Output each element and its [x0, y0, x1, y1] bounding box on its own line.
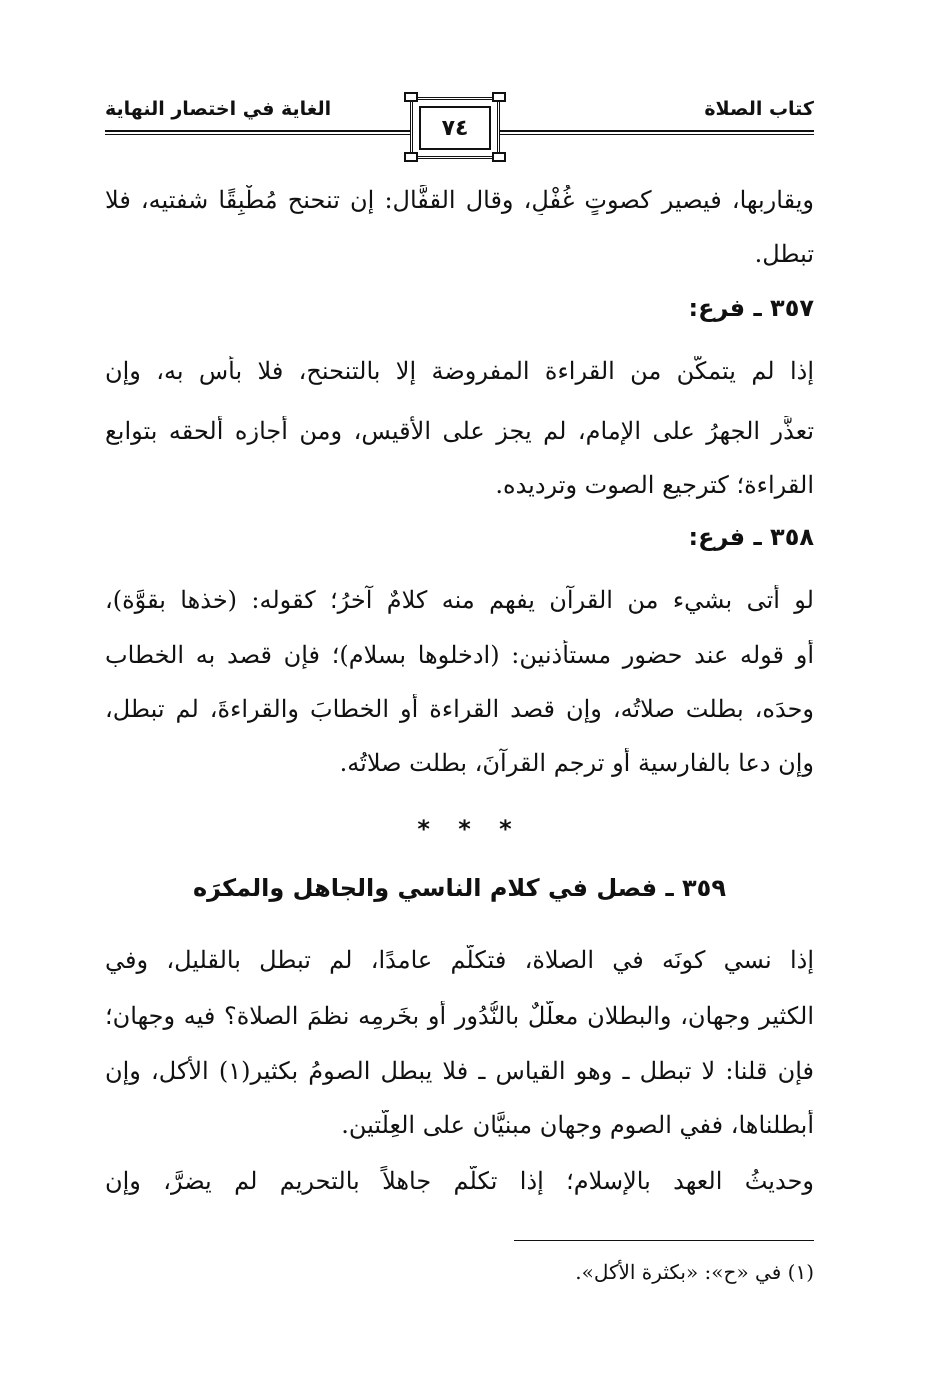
page-number-frame [410, 97, 500, 159]
text-line: أو قوله عند حضور مستأذنين: (ادخلوها بسلام)؛ فإن قصد به الخطاب [105, 641, 814, 669]
branch-heading: ٣٥٧ ـ فرع: [688, 294, 814, 322]
frame-corner-ornament [492, 152, 506, 162]
frame-corner-ornament [404, 152, 418, 162]
text-line: الكثير وجهان، والبطلان معلَّلٌ بالنُّدُور أو بخَرمِه نظمَ الصلاة؟ فيه وجهان؛ [105, 1002, 814, 1030]
section-separator: * * * [417, 815, 522, 843]
text-line: إذا لم يتمكَّن من القراءة المفروضة إلا بالتنحنح، فلا بأس به، وإن [105, 357, 814, 385]
footnote-rule [514, 1240, 814, 1241]
book-title: الغاية في اختصار النهاية [105, 98, 332, 120]
footnote: (١) في «ح»: «بكثرة الأكل». [575, 1260, 814, 1284]
text-line: وحدَه، بطلت صلاتُه، وإن قصد القراءة أو الخطابَ والقراءةَ، لم تبطل، [105, 695, 814, 723]
frame-corner-ornament [492, 92, 506, 102]
text-line: فإن قلنا: لا تبطل ـ وهو القياس ـ فلا يبطل الصومُ بكثير(١) الأكل، وإن [105, 1057, 814, 1085]
text-line: القراءة؛ كترجيع الصوت وترديده. [495, 471, 814, 499]
text-line: تبطل. [754, 240, 814, 268]
text-line: وإن دعا بالفارسية أو ترجم القرآنَ، بطلت صلاتُه. [339, 749, 814, 777]
page-number: ٧٤ [419, 106, 491, 150]
branch-heading: ٣٥٨ ـ فرع: [688, 523, 814, 551]
chapter-title: كتاب الصلاة [704, 98, 814, 120]
text-line: أبطلناها، ففي الصوم وجهان مبنيَّان على العِلَّتين. [341, 1111, 814, 1139]
text-line: لو أتى بشيء من القرآن يفهم منه كلامٌ آخرُ؛ كقوله: (خذها بقوَّة)، [105, 586, 814, 614]
frame-corner-ornament [404, 92, 418, 102]
text-line: وحديثُ العهد بالإسلام؛ إذا تكلَّم جاهلاً بالتحريم لم يضرَّ، وإن [105, 1167, 814, 1195]
text-line: ويقاربها، فيصير كصوتٍ غُفْلٍ، وقال القفَّال: إن تنحنح مُطْبِقًا شفتيه، فلا [105, 186, 814, 214]
section-heading: ٣٥٩ ـ فصل في كلام الناسي والجاهل والمكرَه [193, 874, 726, 902]
text-line: تعذَّر الجهرُ على الإمام، لم يجز على الأقيس، ومن أجازه ألحقه بتوابع [105, 417, 814, 445]
text-line: إذا نسي كونَه في الصلاة، فتكلَّم عامدًا، لم تبطل بالقليل، وفي [105, 946, 814, 974]
